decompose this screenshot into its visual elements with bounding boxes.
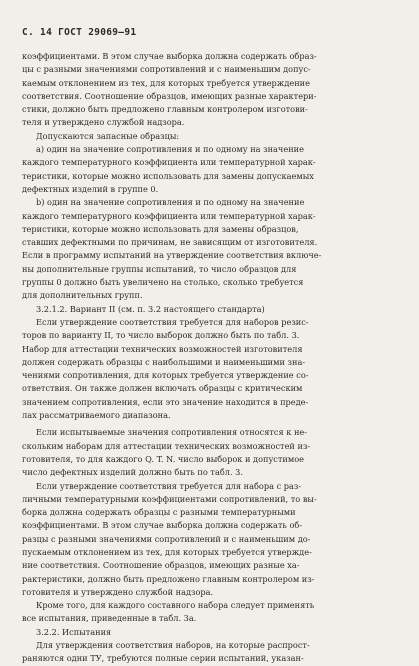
text-line: коэффициентами. В этом случае выборка должна содержать об- xyxy=(22,520,303,531)
text-line: стики, должно быть предложено главным контролером изготови- xyxy=(22,104,308,115)
text-line: пускаемым отклонением из тех, для которых требуется утвержде- xyxy=(22,546,312,557)
text-line: Кроме того, для каждого составного набора следует применять xyxy=(36,600,315,611)
page-header: С. 14 ГОСТ 29069—91 xyxy=(22,27,137,38)
text-line: Набор для аттестации технических возможностей изготовителя xyxy=(22,343,303,354)
text-line: число дефектных изделий должно быть по табл. 3. xyxy=(22,467,243,478)
text-line: должен содержать образцы с наибольшими и наименьшими зна- xyxy=(22,356,306,367)
text-line: b) один на значение сопротивления и по одному на значение xyxy=(36,197,305,208)
text-line: борка должна содержать образцы с разными температурными xyxy=(22,507,296,518)
text-line: значением сопротивления, если это значение находится в преде- xyxy=(22,396,309,407)
text-line: лах рассматриваемого диапазона. xyxy=(22,410,171,421)
text-line: коэффициентами. В этом случае выборка должна содержать образ- xyxy=(22,51,317,61)
text-line: Если в программу испытаний на утверждение соответствия включе- xyxy=(22,250,322,261)
text-line: каемым отклонением из тех, для которых требуется утверждение xyxy=(22,77,310,88)
text-line: цы с разными значениями сопротивлений и с наименьшим допус- xyxy=(22,64,311,75)
text-line: а) один на значение сопротивления и по одному на значение xyxy=(36,144,304,155)
text-line: 3.2.2. Испытания xyxy=(36,626,112,637)
text-line: раняются одни ТУ, требуются полные серии испытаний, указан- xyxy=(22,653,304,664)
text-line: каждого температурного коэффициента или температурной харак- xyxy=(22,157,316,168)
text-line: разцы с разными значениями сопротивлений и с наименьшим до- xyxy=(22,533,311,544)
text-line: ны дополнительные группы испытаний, то число образцов для xyxy=(22,263,297,274)
text-line: Если утверждение соответствия требуется для набора с раз- xyxy=(36,480,302,491)
text-line: Если утверждение соответствия требуется для наборов резис- xyxy=(36,316,309,327)
text-line: Если испытываемые значения сопротивления относятся к не- xyxy=(36,427,308,438)
text-line: для дополнительных групп. xyxy=(22,290,143,301)
text-line: готовителя, то для каждого Q. T. N. число выборок и допустимое xyxy=(22,453,304,464)
text-line: ответствия. Он также должен включать образцы с критическим xyxy=(22,383,303,394)
text-line: группы 0 должно быть увеличено на столько, сколько требуется xyxy=(22,277,304,288)
text-line: скольким наборам для аттестации технических возможностей из- xyxy=(22,440,311,451)
text-line: ние соответствия. Соотношение образцов, имеющих разные ха- xyxy=(22,560,300,571)
text-line: Допускаются запасные образцы: xyxy=(36,130,180,141)
text-line: дефектных изделий в группе 0. xyxy=(22,183,159,194)
text-line: теристики, которые можно использовать для замены образцов, xyxy=(22,223,299,234)
text-line: ставших дефектными по причинам, не зависящим от изготовителя. xyxy=(22,237,318,248)
text-line: чениями сопротивления, для которых требуется утверждение со- xyxy=(22,370,309,381)
text-line: торов по варианту II, то число выборок должно быть по табл. 3. xyxy=(22,330,300,341)
text-line: теристики, которые можно использовать для замены допускаемых xyxy=(22,170,314,181)
text-line: 3.2.1.2. Вариант II (см. п. 3.2 настоящего стандарта) xyxy=(36,303,265,314)
text-line: готовителя и утверждено службой надзора. xyxy=(22,586,214,597)
text-line: рактеристики, должно быть предложено главным контролером из- xyxy=(22,573,315,584)
text-line: личными температурными коэффициентами сопротивлений, то вы- xyxy=(22,493,317,504)
text-line: теля и утверждено службой надзора. xyxy=(22,117,185,128)
document-body xyxy=(22,50,400,666)
text-line: соответствия. Соотношение образцов, имеющих разные характери- xyxy=(22,90,317,101)
text-line: все испытания, приведенные в табл. 3а. xyxy=(22,613,197,624)
text-line: каждого температурного коэффициента или температурной харак- xyxy=(22,210,316,221)
text-line: Для утверждения соответствия наборов, на которые распрост- xyxy=(36,640,310,651)
